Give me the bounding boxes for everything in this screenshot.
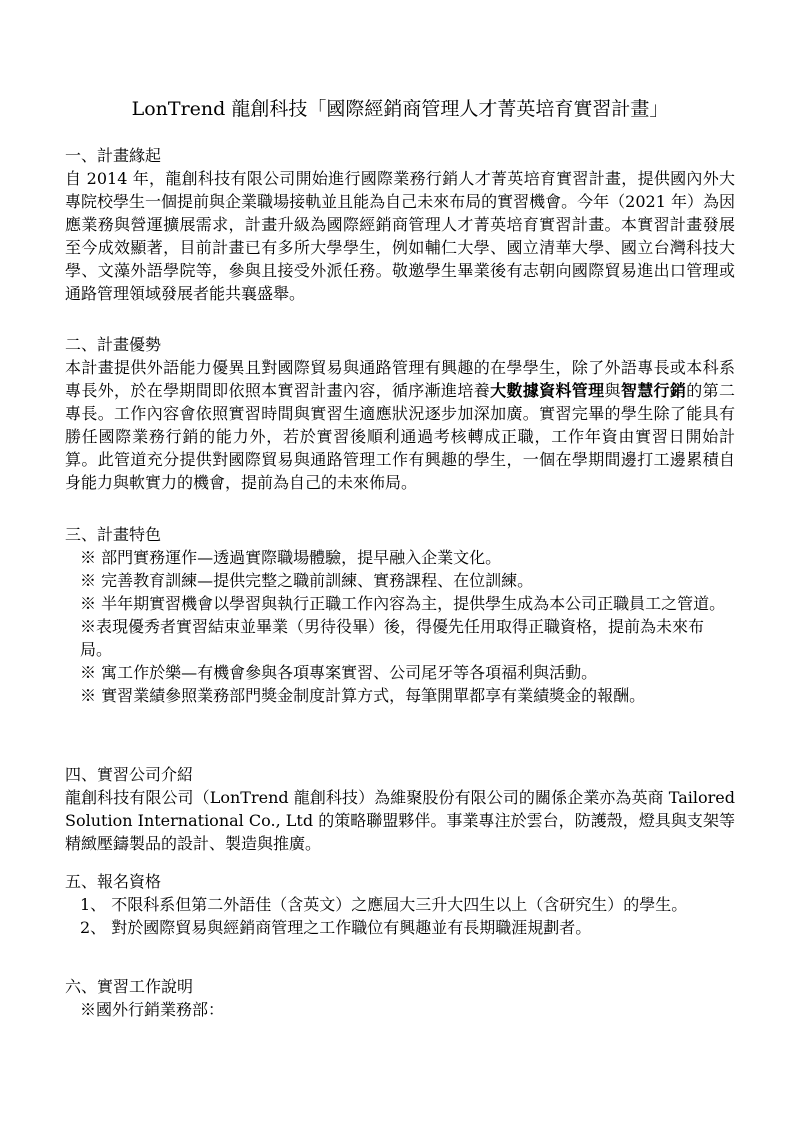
section-heading: 五、報名資格 [65, 872, 162, 891]
feature-list [65, 546, 735, 707]
bold-term-smart-marketing: 智慧行銷 [620, 381, 687, 400]
bold-term-big-data: 大數據資料管理 [490, 381, 605, 400]
document-title: LonTrend 龍創科技「國際經銷商管理人才菁英培育實習計畫」 [131, 98, 669, 120]
list-item: ※國外行銷業務部： [80, 1000, 225, 1019]
section-advantages [65, 333, 735, 494]
list-item: 2、 對於國際貿易與經銷商管理之工作職位有興趣並有長期職涯規劃者。 [80, 918, 592, 937]
list-item: ※ 半年期實習機會以學習與執行正職工作內容為主，提供學生成為本公司正職員工之管道。 [80, 594, 726, 613]
section-background [65, 144, 735, 305]
section-heading: 六、實習工作說明 [65, 977, 194, 996]
section-features [65, 523, 735, 707]
eligibility-list [65, 893, 735, 939]
section-job-description [65, 975, 735, 1021]
list-item: ※ 寓工作於樂—有機會參與各項專案實習、公司尾牙等各項福利與活動。 [80, 663, 598, 682]
job-list [65, 998, 735, 1021]
paragraph-text: 本計畫提供外語能力優異且對國際貿易與通路管理有興趣的在學學生，除了外語專長或本科系專長外，於在學期間即依照本實習計畫內容，循序漸進培養 [65, 358, 735, 400]
list-item: ※ 完善教育訓練—提供完整之職前訓練、實務課程、在位訓練。 [80, 571, 534, 590]
section-eligibility [65, 870, 735, 939]
section-paragraph [65, 356, 735, 494]
section-company [65, 763, 735, 855]
section-heading: 一、計畫緣起 [65, 146, 162, 165]
paragraph-text: 的第二專長。工作內容會依照實習時間與實習生適應狀況逐步加深加廣。實習完畢的學生除了能具有勝任國際業務行銷的能力外，若於實習後順利通過考核轉成正職，工作年資由實習日開始計算。此管道充分提供對國際貿易與通路管理工作有興趣的學生，一個在學期間邊打工邊累積自身能力與軟實力的機會，提前為自己的未來佈局。 [65, 381, 735, 492]
paragraph-text: 與 [604, 381, 621, 400]
section-heading: 三、計畫特色 [65, 525, 162, 544]
list-item: 1、 不限科系但第二外語佳（含英文）之應屆大三升大四生以上（含研究生）的學生。 [80, 895, 688, 914]
list-item: ※表現優秀者實習結束並畢業（男待役畢）後，得優先任用取得正職資格，提前為未來布局。 [80, 617, 705, 659]
section-paragraph: 自 2014 年，龍創科技有限公司開始進行國際業務行銷人才菁英培育實習計畫，提供國內外大專院校學生一個提前與企業職場接軌並且能為自己未來布局的實習機會。今年（2021 年）為因應業務與營運擴展需求，計畫升級為國際經銷商管理人才菁英培育實習計畫。本實習計畫發展至今成效顯著，目前計畫已有多所大學學生，例如輔仁大學、國立清華大學、國立台灣科技大學、文藻外語學院等，參與且接受外派任務。敬邀學生畢業後有志朝向國際貿易進出口管理或通路管理領域發展者能共襄盛舉。 [65, 169, 735, 303]
list-item: ※ 實習業績參照業務部門獎金制度計算方式，每筆開單都享有業績獎金的報酬。 [80, 686, 646, 705]
list-item: ※ 部門實務運作—透過實際職場體驗，提早融入企業文化。 [80, 548, 502, 567]
section-heading: 四、實習公司介紹 [65, 765, 194, 784]
section-heading: 二、計畫優勢 [65, 335, 162, 354]
section-paragraph: 龍創科技有限公司（LonTrend 龍創科技）為維聚股份有限公司的關係企業亦為英商 Tailored Solution International Co., Ltd 的策略聯盟夥伴。事業專注於雲台，防護殼，燈具與支架等精緻壓鑄製品的設計、製造與推廣。 [65, 788, 735, 853]
